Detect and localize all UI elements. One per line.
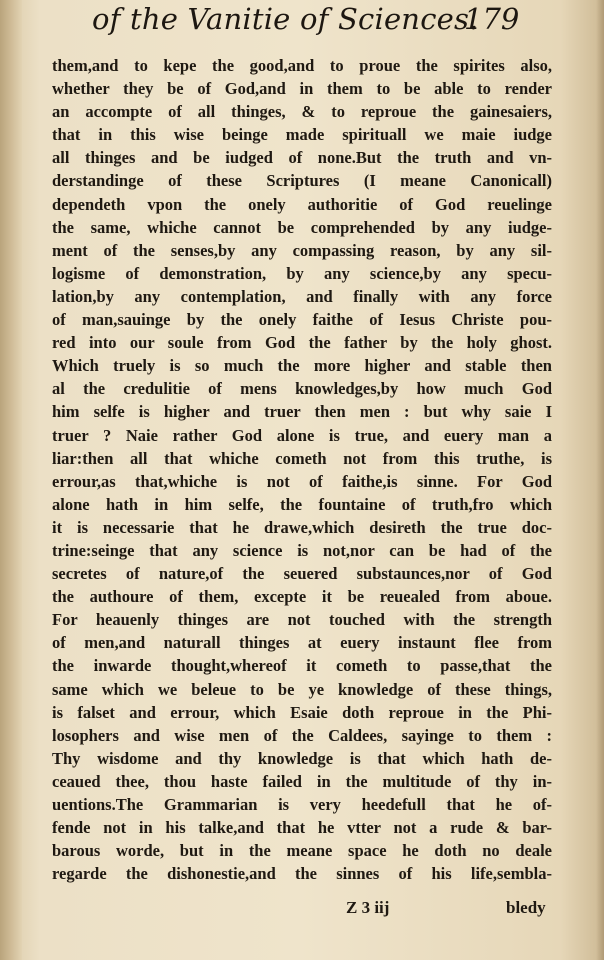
text-line: errour,as that,whiche is not of faithe,is sinne. For God (52, 471, 552, 491)
text-line: dependeth vpon the onely authoritie of God reuelinge (52, 194, 552, 214)
text-line: uentions.The Grammarian is very heedefull that he of- (52, 795, 552, 814)
text-line: ceaued thee, thou haste failed in the multitude of thy in- (52, 771, 552, 791)
text-line: regarde the dishonestie,and the sinnes of his life,sembla- (52, 864, 552, 884)
text-line: whether they be of God,and in them to be able to render (52, 79, 552, 99)
text-line: all thinges and be iudged of none.But the truth and vn- (52, 148, 552, 168)
signature-mark: Z 3 iij (346, 898, 390, 917)
text-line: lation,by any contemplation, and finally with any force (52, 286, 552, 306)
binding-gutter (0, 0, 22, 960)
text-line: derstandinge of these Scriptures (I meane Canonicall) (52, 171, 552, 191)
text-line: the inwarde thought,whereof it cometh to passe,that the (52, 656, 552, 676)
text-line: alone hath in him selfe, the fountaine of truth,fro which (52, 494, 552, 514)
text-line: of men,and naturall thinges at euery instaunt flee from (52, 633, 552, 653)
text-line: an accompte of all thinges, & to reproue the gainesaiers, (52, 102, 552, 122)
text-line: the authoure of them, excepte it be reuealed from aboue. (52, 587, 552, 607)
text-line: trine:seinge that any science is not,nor can be had of the (52, 540, 552, 560)
text-line: losophers and wise men of the Caldees, sayinge to them : (52, 725, 552, 745)
text-line: him selfe is higher and truer then men : but why saie I (52, 402, 552, 422)
text-line: that in this wise beinge made spirituall we maie iudge (52, 125, 552, 145)
text-line: red into our soule from God the father by the holy ghost. (52, 333, 552, 353)
text-line: fende not in his talke,and that he vtter not a rude & bar- (52, 818, 552, 838)
text-line: them,and to kepe the good,and to proue the spirites also, (52, 56, 552, 75)
page-edge-shadow (596, 0, 604, 960)
catchword: bledy (506, 898, 546, 917)
text-line: ment of the senses,by any compassing reason, by any sil- (52, 240, 552, 260)
text-line: truer ? Naie rather God alone is true, and euery man a (52, 425, 552, 445)
text-line: liar:then all that whiche cometh not from this truthe, is (52, 448, 552, 468)
text-line: is falset and errour, which Esaie doth reproue in the Phi- (52, 702, 552, 722)
running-head: of the Vanitie of Sciences. (92, 2, 479, 36)
page-number: 179 (464, 2, 520, 36)
text-line: Which truely is so much the more higher and stable then (52, 356, 552, 376)
text-line: same which we beleue to be ye knowledge of these things, (52, 679, 552, 699)
text-line: For heauenly thinges are not touched with the strength (52, 610, 552, 630)
text-line: secretes of nature,of the seuered substaunces,nor of God (52, 564, 552, 584)
text-line: barous worde, but in the meane space he doth no deale (52, 841, 552, 861)
page-header (0, 0, 604, 48)
page-footer (0, 898, 604, 924)
text-line: of man,sauinge by the onely faithe of Iesus Christe pou- (52, 310, 552, 330)
text-line: Thy wisdome and thy knowledge is that which hath de- (52, 748, 552, 768)
body-text (52, 54, 552, 885)
text-line: logisme of demonstration, by any science,by any specu- (52, 263, 552, 283)
text-line: the same, whiche cannot be comprehended by any iudge- (52, 217, 552, 237)
text-line: al the credulitie of mens knowledges,by how much God (52, 379, 552, 399)
text-line: it is necessarie that he drawe,which desireth the true doc- (52, 517, 552, 537)
